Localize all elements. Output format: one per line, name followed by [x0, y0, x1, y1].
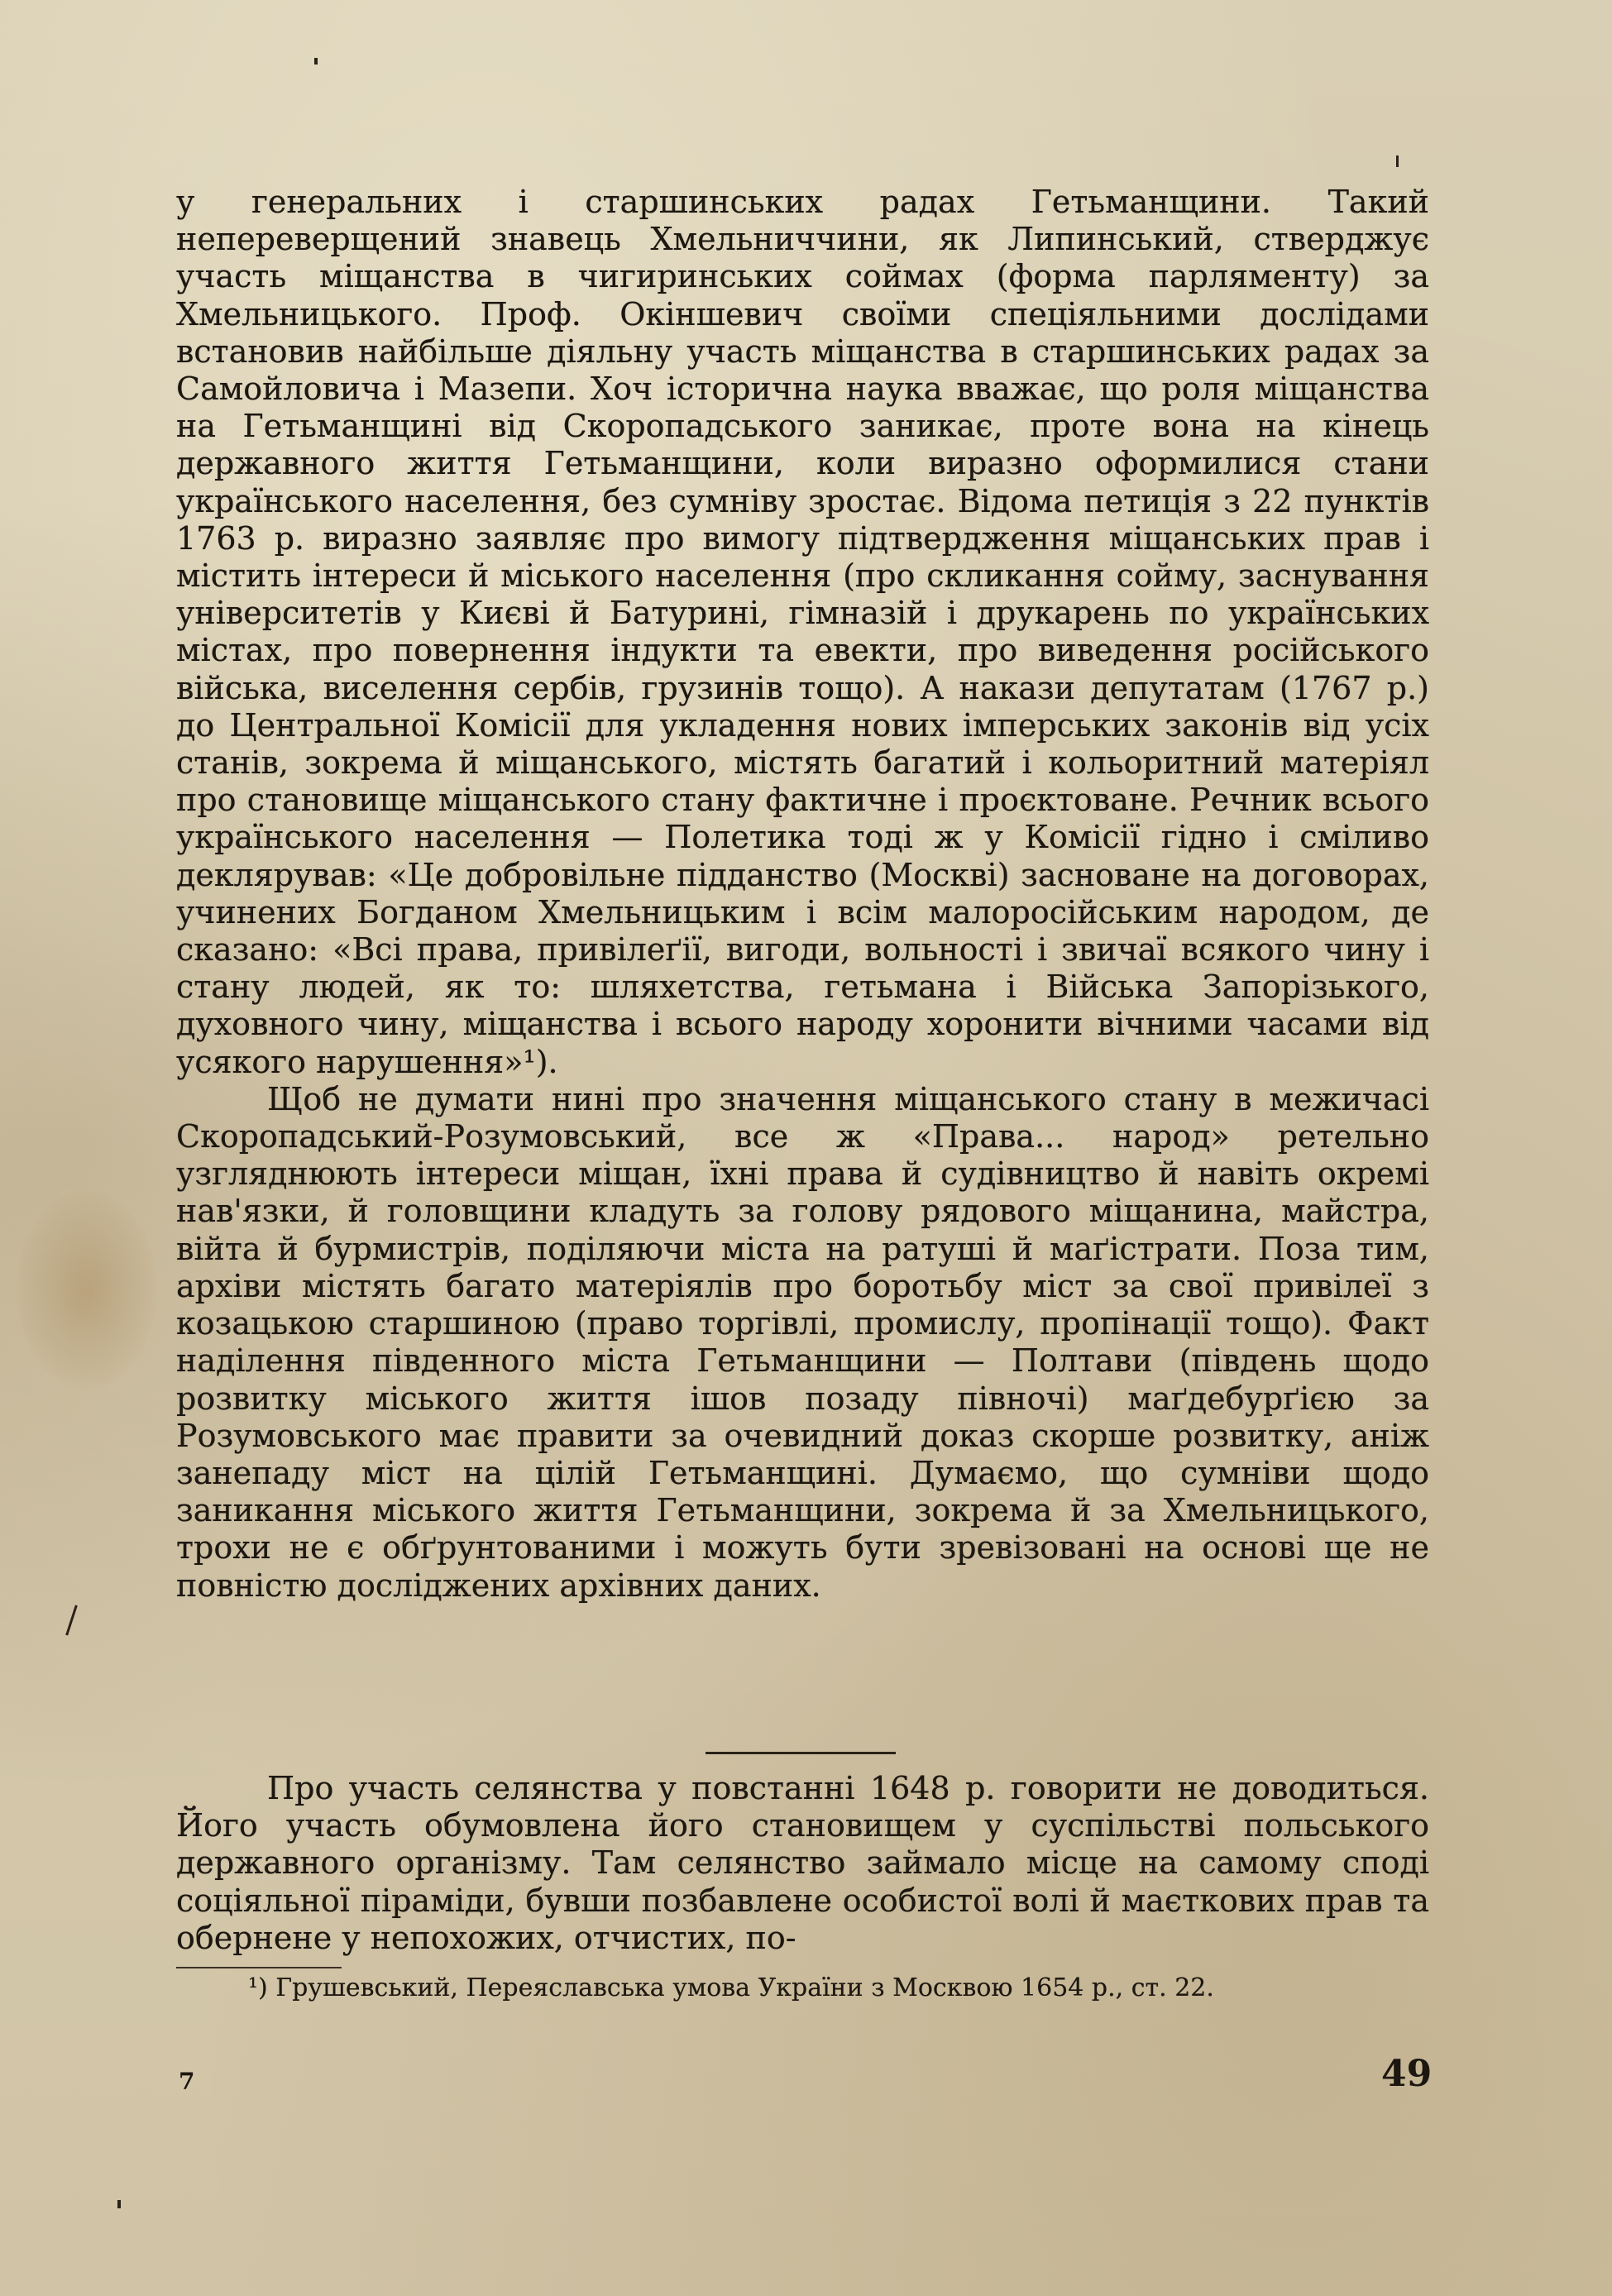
section-2-text — [176, 1770, 1429, 1957]
scan-speck — [1396, 155, 1399, 167]
paragraph-1: у генеральних і старшинських радах Гетьманщини. Такий непереверщений знавець Хмельниччини, як Липинський, стверджує участь міщанства в чигиринських соймах (форма парляменту) за Хмельницького. Проф. Окіншевич своїми спеціяльними дослідами встановив найбільше діяльну участь міщанства в старшинських радах за Самойловича і Мазепи. Хоч історична наука вважає, що роля міщанства на Гетьманщині від Скоропадського заникає, проте вона на кінець державного життя Гетьманщини, коли виразно оформилися стани українського населення, без сумніву зростає. Відома петиція з 22 пунктів 1763 р. виразно заявляє про вимогу підтвердження міщанських прав і містить інтереси й міського населення (про скликання сойму, заснування університетів у Києві й Батурині, гімназій і друкарень по українських містах, про повернення індукти та евекти, про виведення російського війська, виселення сербів, грузинів тощо). А накази депутатам (1767 р.) до Центральної Комісії для укладення нових імперських законів від усіх станів, зокрема й міщанського, містять багатий і кольоритний матеріял про становище міщанського стану фактичне і проєктоване. Речник всього українського населення — Полетика тоді ж у Комісії гідно і сміливо деклярував: «Це добровільне підданство (Москві) засноване на договорах, учинених Богданом Хмельницьким і всім малоросійським народом, де сказано: «Всі права, привілеґії, вигоди, вольності і звичаї всякого чину і стану людей, як то: шляхетства, гетьмана і Війська Запорізького, духовного чину, міщанства і всього народу хоронити вічними часами від усякого нарушення»¹). — [176, 184, 1429, 1080]
footnote: ¹) Грушевський, Переяславська умова України з Москвою 1654 р., ст. 22. — [248, 1973, 1214, 2002]
paragraph-2: Щоб не думати нині про значення міщанського стану в межичасі Скоропадський-Розумовський, все ж «Права... народ» ретельно узгляднюють інтереси міщан, їхні права й судівництво й навіть окремі нав'язки, й головщини кладуть за голову рядового міщанина, майстра, війта й бурмистрів, поділяючи міста на ратуші й маґістрати. Поза тим, архіви містять багато матеріялів про боротьбу міст за свої привілеї з козацькою старшиною (право торгівлі, промислу, пропінації тощо). Факт наділення південного міста Гетьманщини — Полтави (південь щодо розвитку міського життя ішов позаду півночі) маґдебурґією за Розумовського має правити за очевидний доказ скорше розвитку, аніж занепаду міст на цілій Гетьманщині. Думаємо, що сумніви щодо заникання міського життя Гетьманщини, зокрема й за Хмельницького, трохи не є обґрунтованими і можуть бути зревізовані на основі ще не повністю досліджених архівних даних. — [176, 1080, 1429, 1604]
paragraph-3: Про участь селянства у повстанні 1648 р. говорити не доводиться. Його участь обумовлена його становищем у суспільстві польського державного організму. Там селянство займало місце на самому споді соціяльної піраміди, бувши позбавлене особистої волі й маєткових прав та обернене у непохожих, отчистих, по- — [176, 1770, 1429, 1956]
scan-speck — [65, 1605, 78, 1635]
section-separator — [706, 1752, 896, 1754]
scan-speck — [314, 58, 318, 65]
footnote-rule — [176, 1967, 342, 1968]
page-number: 49 — [1381, 2053, 1433, 2095]
main-text — [176, 184, 1429, 1605]
signature-mark: 7 — [179, 2068, 195, 2095]
scan-speck — [117, 2200, 121, 2208]
paper-stain — [17, 1191, 157, 1390]
